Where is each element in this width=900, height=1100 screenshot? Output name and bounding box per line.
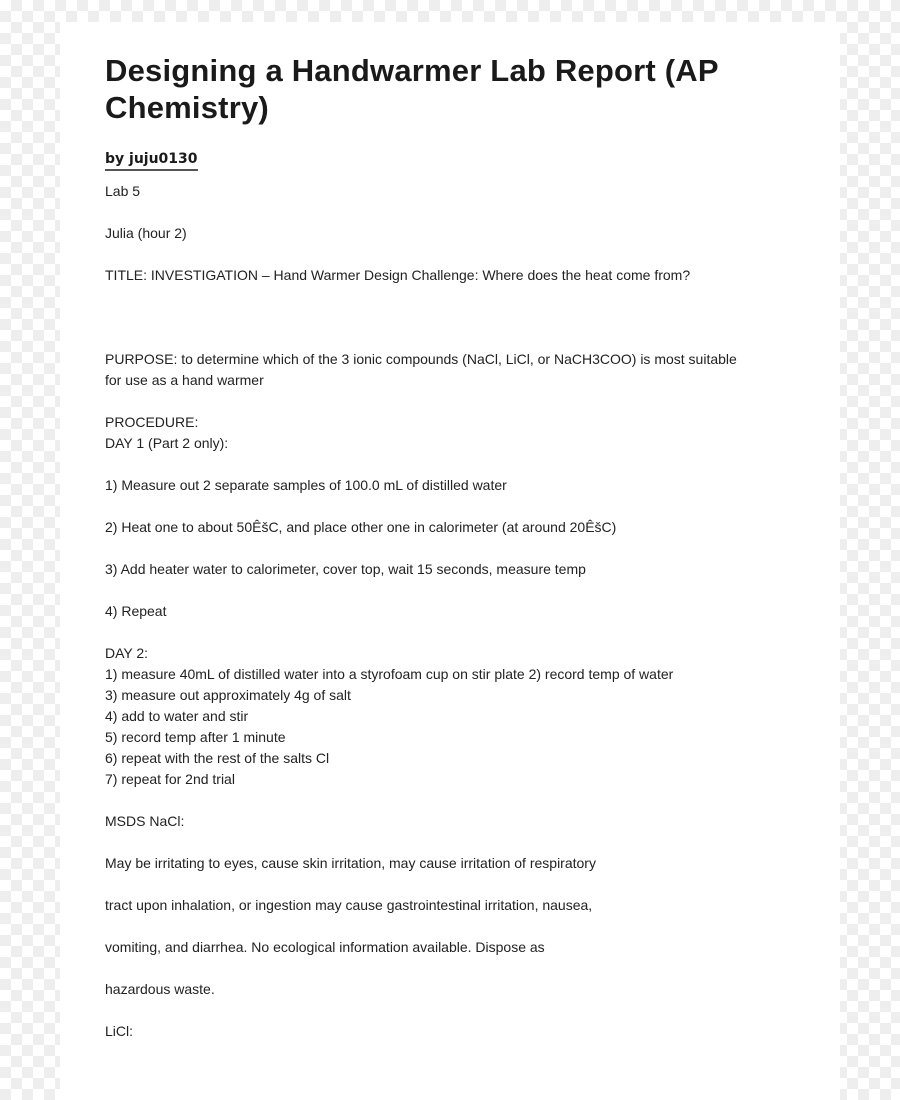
blank-line — [105, 622, 825, 643]
blank-line — [105, 454, 825, 475]
document-page — [60, 22, 840, 1100]
text-line: 7) repeat for 2nd trial — [105, 771, 235, 787]
text-line: 1) Measure out 2 separate samples of 100.0 mL of distilled water — [105, 477, 507, 493]
text-line: PURPOSE: to determine which of the 3 ionic compounds (NaCl, LiCl, or NaCH3COO) is most suitable — [105, 351, 737, 367]
text-line: MSDS NaCl: — [105, 813, 185, 829]
text-line: 3) Add heater water to calorimeter, cover top, wait 15 seconds, measure temp — [105, 561, 586, 577]
text-line: 3) measure out approximately 4g of salt — [105, 687, 351, 703]
blank-line — [105, 391, 825, 412]
document-body — [105, 181, 825, 1042]
blank-line — [105, 538, 825, 559]
blank-line — [105, 496, 825, 517]
author-link[interactable]: by juju0130 — [105, 151, 198, 171]
blank-line — [105, 790, 825, 811]
text-line: 1) measure 40mL of distilled water into a styrofoam cup on stir plate 2) record temp of water — [105, 666, 674, 682]
text-line: for use as a hand warmer — [105, 372, 264, 388]
document-title: Designing a Handwarmer Lab Report (AP Chemistry) — [105, 53, 719, 125]
blank-line — [105, 874, 825, 895]
blank-line — [105, 286, 825, 307]
blank-line — [105, 580, 825, 601]
text-line: 5) record temp after 1 minute — [105, 729, 286, 745]
text-line: Julia (hour 2) — [105, 225, 187, 241]
document-content — [105, 52, 825, 1042]
text-line: tract upon inhalation, or ingestion may cause gastrointestinal irritation, nausea, — [105, 897, 593, 913]
text-line: 4) Repeat — [105, 603, 167, 619]
text-line: LiCl: — [105, 1023, 134, 1039]
text-line: DAY 2: — [105, 645, 149, 661]
text-line: 4) add to water and stir — [105, 708, 249, 724]
blank-line — [105, 244, 825, 265]
text-line: May be irritating to eyes, cause skin irritation, may cause irritation of respiratory — [105, 855, 596, 871]
text-line: 2) Heat one to about 50ÊšC, and place other one in calorimeter (at around 20ÊšC) — [105, 519, 617, 535]
blank-line — [105, 307, 825, 328]
text-line: TITLE: INVESTIGATION – Hand Warmer Design Challenge: Where does the heat come from? — [105, 267, 691, 283]
blank-line — [105, 832, 825, 853]
blank-line — [105, 328, 825, 349]
blank-line — [105, 958, 825, 979]
text-line: hazardous waste. — [105, 981, 215, 997]
text-line: Lab 5 — [105, 183, 141, 199]
text-line: vomiting, and diarrhea. No ecological information available. Dispose as — [105, 939, 545, 955]
text-line: DAY 1 (Part 2 only): — [105, 435, 229, 451]
blank-line — [105, 1000, 825, 1021]
text-line: 6) repeat with the rest of the salts Cl — [105, 750, 330, 766]
blank-line — [105, 202, 825, 223]
text-line: PROCEDURE: — [105, 414, 199, 430]
blank-line — [105, 916, 825, 937]
